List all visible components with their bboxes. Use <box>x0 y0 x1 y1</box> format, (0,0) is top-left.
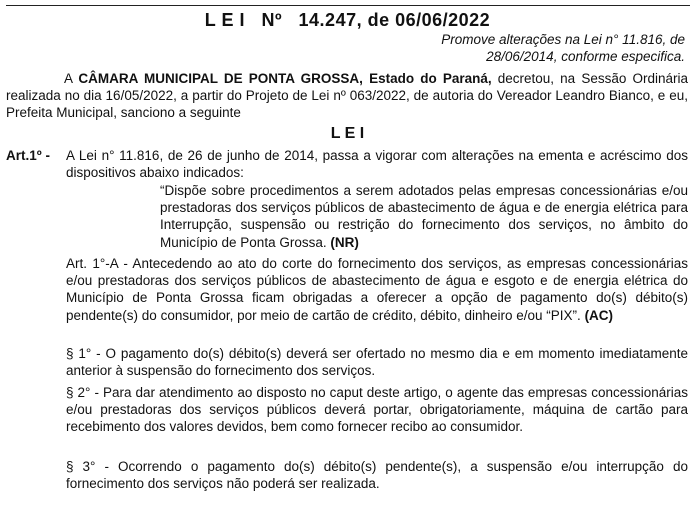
preamble-lead: A <box>64 71 79 86</box>
top-rule <box>6 5 690 6</box>
preamble-chamber: CÂMARA MUNICIPAL DE PONTA GROSSA, Estado do Paraná, <box>78 71 492 86</box>
ementa-quote <box>160 182 688 251</box>
ementa-tag: (NR) <box>330 234 359 250</box>
law-subtitle: Promove alterações na Lei n° 11.816, de 28/06/2014, conforme especifica. <box>441 32 685 64</box>
article-1a-tag: (AC) <box>584 307 614 323</box>
lei-heading: L E I <box>330 125 365 142</box>
paragraph-3: § 3° - Ocorrendo o pagamento do(s) débito(s) pendente(s), a suspensão e/ou interrupção do fornecimento dos serviços não poderá ser realizada. <box>66 459 688 492</box>
article-1-text: A Lei n° 11.816, de 26 de junho de 2014, passa a vigorar com alterações na ementa e acréscimo dos dispositivos abaixo indicados: <box>66 148 688 181</box>
paragraph-2: § 2° - Para dar atendimento ao disposto no caput deste artigo, o agente das empresas concessionárias e/ou prestadoras dos serviços públicos deverá portar, obrigatoriamente, máquina de cartão para recebimento dos valores devidos, bem como fornecer recibo ao consumidor. <box>66 385 688 435</box>
article-1-label: Art.1º - <box>6 148 50 163</box>
law-title: L E I Nº 14.247, de 06/06/2022 <box>204 10 491 30</box>
article-1a <box>66 255 688 324</box>
paragraph-1: § 1° - O pagamento do(s) débito(s) deverá ser ofertado no mesmo dia e em momento imediatamente anterior à suspensão do fornecimento dos serviços. <box>66 346 688 379</box>
preamble <box>6 70 688 122</box>
article-1a-text: Art. 1°-A - Antecedendo ao ato do corte do fornecimento dos serviços, as empresas concessionárias e/ou prestadoras dos serviços públicos de abastecimento de água e esgoto e de energia elétrica do Município de Ponta Grossa ficam obrigadas a oferecer a opção de pagamento do(s) débito(s) pendente(s) do consumidor, por meio de cartão de crédito, débito, dinheiro e/ou “PIX”. <box>66 256 688 323</box>
preamble-text: decretou, na Sessão Ordinária realizada no dia 16/05/2022, a partir do Projeto de Lei nº 063/2022, de autoria do Vereador Leandro Bianco, e eu, Prefeita Municipal, sanciono a seguinte <box>6 71 689 121</box>
ementa-text: “Dispõe sobre procedimentos a serem adotados pelas empresas concessionárias e/ou prestadoras dos serviços públicos de abastecimento de água e de energia elétrica para Interrupção, suspensão ou restrição do fornecimento dos serviços, no âmbito do Município de Ponta Grossa. <box>160 183 688 250</box>
